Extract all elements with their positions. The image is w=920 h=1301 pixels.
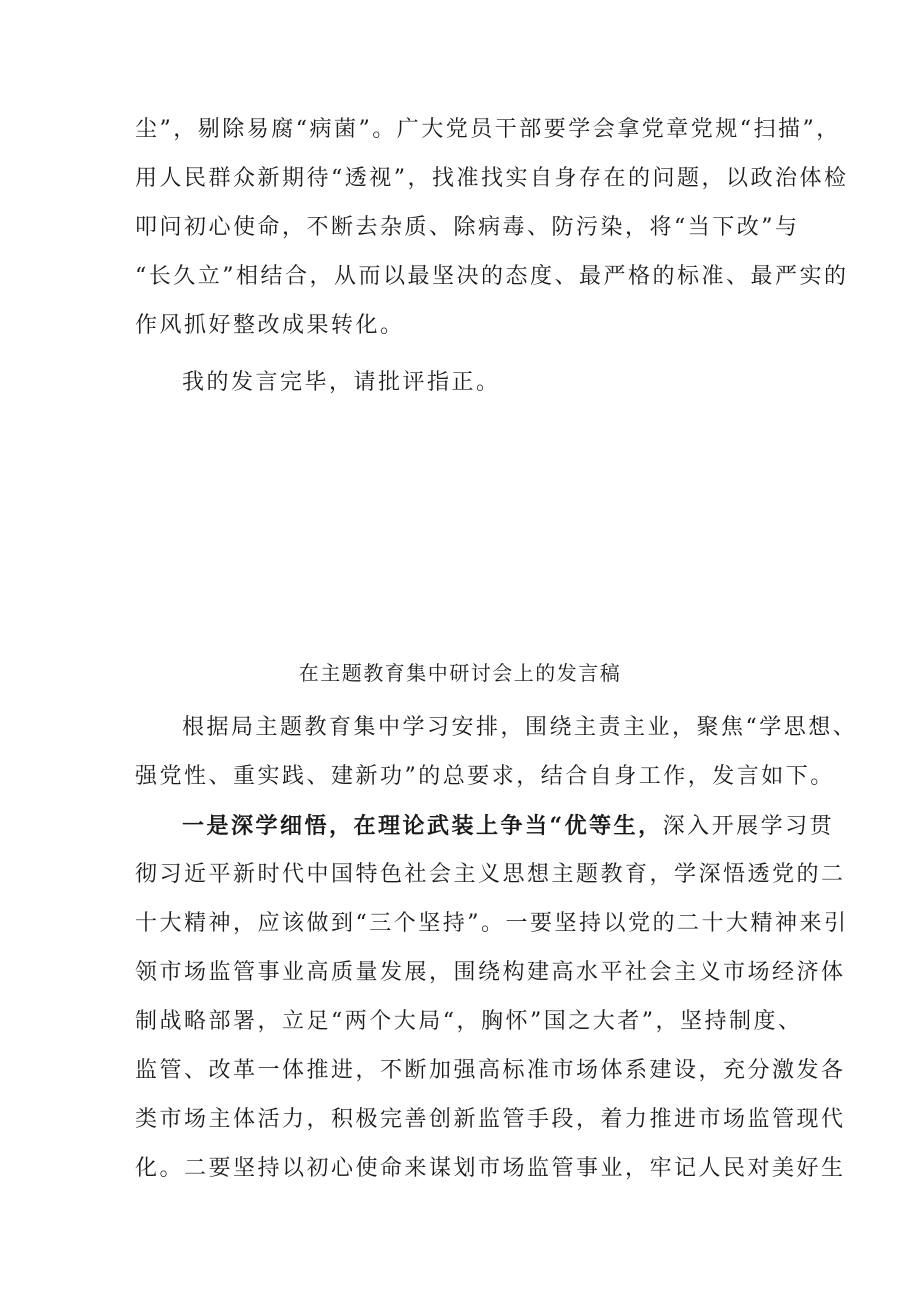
continuation-line-1: 尘”，剔除易腐“病菌”。广大党员干部要学会拿党章党规“扫描”，	[135, 117, 841, 142]
point1-line-5: 监管、改革一体推进，不断加强高标准市场体系建设，充分激发各	[135, 1058, 846, 1083]
point1-first-line	[182, 815, 834, 838]
continuation-line-4: “长久立”相结合，从而以最坚决的态度、最严格的标准、最严实的	[135, 264, 849, 289]
speech-title: 在主题教育集中研讨会上的发言稿	[298, 661, 622, 685]
point1-line-1: 彻习近平新时代中国特色社会主义思想主题教育，学深悟透党的二	[135, 862, 846, 887]
continuation-line-2: 用人民群众新期待“透视”，找准找实自身存在的问题，以政治体检	[135, 166, 849, 191]
point1-line-7: 化。二要坚持以初心使命来谋划市场监管事业，牢记人民对美好生	[135, 1156, 846, 1181]
continuation-line-5: 作风抓好整改成果转化。	[135, 313, 405, 338]
point1-heading: 一是深学细悟，在理论武装上争当“优等生，	[182, 813, 663, 839]
intro-line-1: 根据局主题教育集中学习安排，围绕主责主业，聚焦“学思想、	[182, 715, 858, 740]
point1-line-6: 类市场主体活力，积极完善创新监管手段，着力推进市场监管现代	[135, 1107, 846, 1132]
point1-first-rest: 深入开展学习贯	[662, 814, 835, 839]
point1-line-3: 领市场监管事业高质量发展，围绕构建高水平社会主义市场经济体	[135, 960, 846, 985]
continuation-line-3: 叩问初心使命，不断去杂质、除病毒、防污染，将“当下改”与	[135, 215, 800, 240]
point1-line-4: 制战略部署，立足“两个大局“，胸怀”国之大者”，坚持制度、	[135, 1009, 803, 1034]
point1-line-2: 十大精神，应该做到“三个坚持”。一要坚持以党的二十大精神来引	[135, 911, 849, 936]
intro-line-2: 强党性、重实践、建新功”的总要求，结合自身工作，发言如下。	[135, 764, 835, 789]
closing-remark: 我的发言完毕，请批评指正。	[182, 370, 501, 395]
